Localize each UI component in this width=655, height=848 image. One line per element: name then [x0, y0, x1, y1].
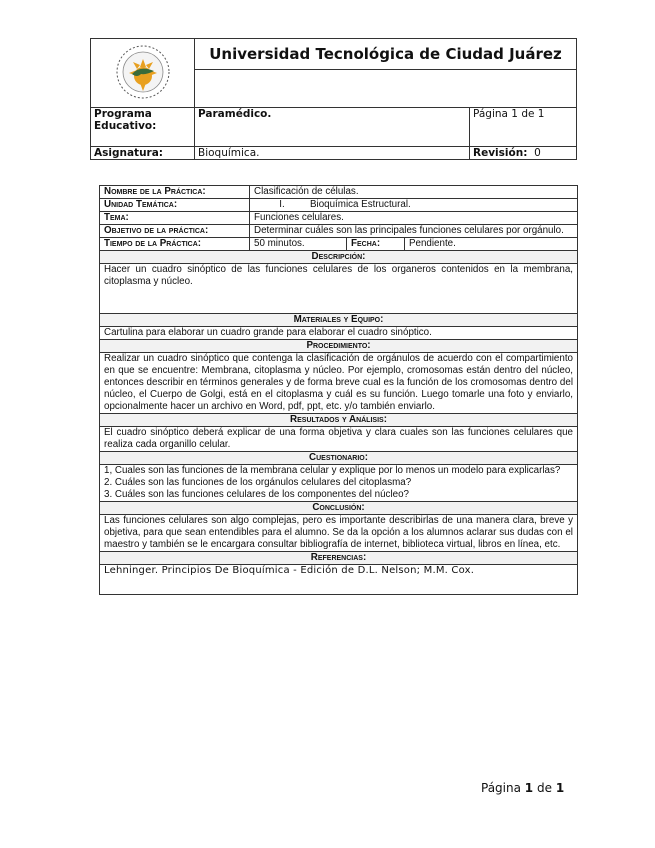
page-label: Página 1 de 1 — [473, 108, 545, 120]
procedure-title: Procedimiento: — [100, 340, 578, 353]
footer-page-current: 1 — [524, 781, 534, 795]
description-text: Hacer un cuadro sinóptico de las funciones celulares de los organeros contenidos en la membrana, citoplasma y núcleo. — [100, 264, 578, 314]
references-title: Referencias: — [100, 552, 578, 565]
footer-page-word: Página — [481, 781, 521, 795]
time-value: 50 minutos. — [250, 238, 347, 251]
description-title: Descripción: — [100, 251, 578, 264]
question-item: 3. Cuáles son las funciones celulares de los componentes del núcleo? — [104, 489, 409, 500]
unit-label: Unidad Temática: — [100, 199, 250, 212]
topic-label: Tema: — [100, 212, 250, 225]
logo-cell — [91, 39, 195, 108]
header-blank-cell — [195, 70, 577, 108]
revision-cell — [470, 147, 577, 159]
university-seal-icon — [113, 43, 173, 101]
materials-text: Cartulina para elaborar un cuadro grande para elaborar el cuadro sinóptico. — [100, 327, 578, 340]
objective-label: Objetivo de la práctica: — [100, 225, 250, 238]
questionnaire-title: Cuestionario: — [100, 452, 578, 465]
unit-number: I. — [279, 199, 285, 210]
topic-value: Funciones celulares. — [250, 212, 578, 225]
subject-label: Asignatura: — [91, 147, 195, 160]
unit-value-cell — [250, 199, 578, 212]
page-footer — [481, 781, 564, 795]
program-value: Paramédico. — [195, 108, 470, 146]
results-title: Resultados y Análisis: — [100, 414, 578, 427]
practice-name-value: Clasificación de células. — [250, 186, 578, 199]
date-value: Pendiente. — [405, 238, 578, 251]
objective-value: Determinar cuáles son las principales funciones celulares por orgánulo. — [250, 225, 578, 238]
revision-label: Revisión: — [473, 147, 528, 159]
results-text: El cuadro sinóptico deberá explicar de una forma objetiva y clara cuales son las funciones celulares que realiza cada organillo celular. — [100, 427, 578, 452]
subject-value: Bioquímica. — [195, 147, 470, 159]
revision-value: 0 — [534, 147, 541, 159]
footer-page-total: 1 — [555, 781, 565, 795]
question-item: 1, Cuales son las funciones de la membrana celular y explique por lo menos un modelo para explicarlas? — [104, 465, 561, 476]
program-row — [195, 108, 577, 147]
questionnaire-list — [100, 465, 578, 502]
header-table — [90, 38, 577, 160]
university-name: Universidad Tecnológica de Ciudad Juárez — [195, 39, 577, 70]
question-item: 2. Cuáles son las funciones de los orgánulos celulares del citoplasma? — [104, 477, 412, 488]
practice-name-label: Nombre de la Práctica: — [100, 186, 250, 199]
references-text: Lehninger. Principios De Bioquímica - Edición de D.L. Nelson; M.M. Cox. — [100, 565, 578, 595]
practice-table — [99, 185, 578, 595]
footer-of-word: de — [536, 781, 552, 795]
materials-title: Materiales y Equipo: — [100, 314, 578, 327]
program-label: Programa Educativo: — [91, 108, 195, 147]
date-label: Fecha: — [347, 238, 405, 251]
time-label: Tiempo de la Práctica: — [100, 238, 250, 251]
conclusion-text: Las funciones celulares son algo complejas, pero es importante describirlas de una manera clara, breve y objetiva, para que sean entendibles para el alumno. Se da la opción a los alumnos aclarar sus dudas con el maestro y también se le encargara consultar bibliografía de internet, biblioteca virtual, libros en línea, etc. — [100, 515, 578, 552]
conclusion-title: Conclusión: — [100, 502, 578, 515]
unit-value: Bioquímica Estructural. — [310, 199, 411, 210]
procedure-text: Realizar un cuadro sinóptico que contenga la clasificación de orgánulos de acuerdo con el compartimiento en que se encuentre: Membrana, citoplasma y núcleo. Por ejemplo, cromosomas están dentro del núcleo, entonces describir en términos generales y de forma breve cual es la función de los cromosomas dentro del núcleo, el Cuerpo de Golgi, está en el citoplasma y cuál es su función. Luego tomarle una foto y enviarlo, opcionalmente hacer un archivo en Word, pdf, ppt, etc. y/o también enviarlo. — [100, 353, 578, 414]
subject-row — [195, 147, 577, 160]
